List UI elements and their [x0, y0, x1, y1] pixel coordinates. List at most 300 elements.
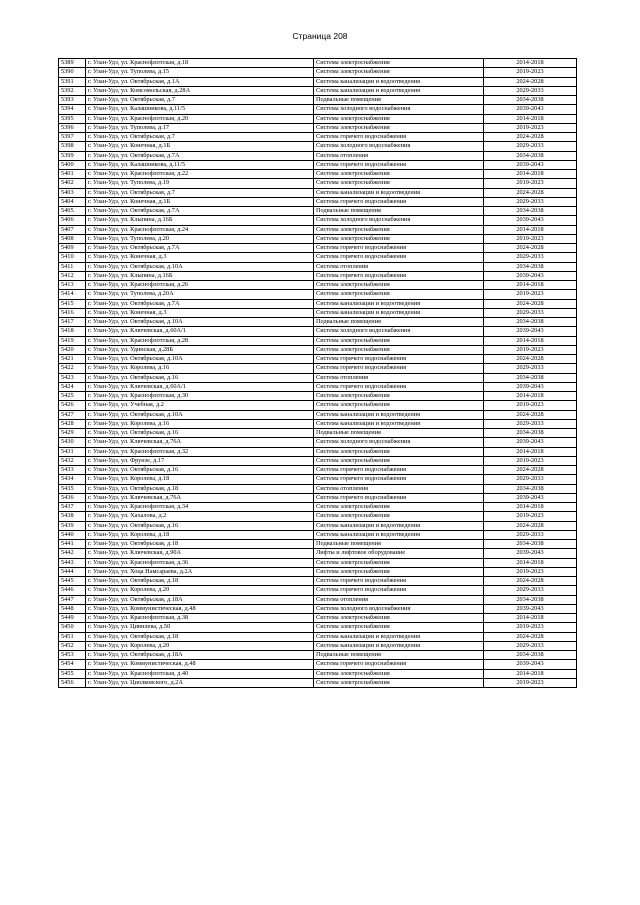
- row-number-cell: 5402: [59, 179, 86, 188]
- period-cell: 2024-2028: [484, 299, 577, 308]
- table-row: [59, 632, 577, 641]
- address-cell: г. Улан-Удэ, ул. Краснофлотская, д.32: [86, 447, 314, 456]
- table-row: [59, 142, 577, 151]
- system-cell: Система электроснабжения: [314, 234, 484, 243]
- address-cell: г. Улан-Удэ, ул. Октябрьская, д.18А: [86, 651, 314, 660]
- row-number-cell: 5453: [59, 651, 86, 660]
- table-row: [59, 401, 577, 410]
- row-number-cell: 5399: [59, 151, 86, 160]
- period-cell: 2014-2018: [484, 336, 577, 345]
- system-cell: Система отопления: [314, 484, 484, 493]
- address-cell: г. Улан-Удэ, ул. Туполева, д.17: [86, 123, 314, 132]
- table-row: [59, 86, 577, 95]
- address-cell: г. Улан-Удэ, ул. Королева, д.16: [86, 364, 314, 373]
- address-cell: г. Улан-Удэ, ул. Краснофлотская, д.20: [86, 114, 314, 123]
- table-row: [59, 77, 577, 86]
- period-cell: 2034-2038: [484, 151, 577, 160]
- system-cell: Система электроснабжения: [314, 558, 484, 567]
- row-number-cell: 5424: [59, 382, 86, 391]
- system-cell: Подвальные помещения: [314, 429, 484, 438]
- period-cell: 2029-2033: [484, 586, 577, 595]
- row-number-cell: 5414: [59, 290, 86, 299]
- system-cell: Система горячего водоснабжения: [314, 253, 484, 262]
- period-cell: 2024-2028: [484, 133, 577, 142]
- system-cell: Система холодного водоснабжения: [314, 105, 484, 114]
- row-number-cell: 5404: [59, 197, 86, 206]
- system-cell: Подвальные помещения: [314, 96, 484, 105]
- period-cell: 2039-2043: [484, 105, 577, 114]
- address-cell: г. Улан-Удэ, ул. Октябрьская, д.18А: [86, 595, 314, 604]
- period-cell: 2024-2028: [484, 244, 577, 253]
- row-number-cell: 5401: [59, 170, 86, 179]
- table-row: [59, 225, 577, 234]
- system-cell: Система отопления: [314, 373, 484, 382]
- address-cell: г. Улан-Удэ, ул. Клыпина, д.16Б: [86, 271, 314, 280]
- row-number-cell: 5395: [59, 114, 86, 123]
- row-number-cell: 5429: [59, 429, 86, 438]
- row-number-cell: 5417: [59, 318, 86, 327]
- system-cell: Система горячего водоснабжения: [314, 466, 484, 475]
- period-cell: 2019-2023: [484, 512, 577, 521]
- row-number-cell: 5419: [59, 336, 86, 345]
- table-row: [59, 410, 577, 419]
- address-cell: г. Улан-Удэ, ул. Краснофлотская, д.18: [86, 59, 314, 68]
- address-cell: г. Улан-Удэ, ул. Краснофлотская, д.26: [86, 281, 314, 290]
- row-number-cell: 5455: [59, 669, 86, 678]
- system-cell: Лифты и лифтовое оборудование: [314, 549, 484, 558]
- system-cell: Система холодного водоснабжения: [314, 438, 484, 447]
- table-row: [59, 641, 577, 650]
- address-cell: г. Улан-Удэ, ул. Калашникова, д.11/5: [86, 105, 314, 114]
- system-cell: Система электроснабжения: [314, 68, 484, 77]
- system-cell: Система холодного водоснабжения: [314, 604, 484, 613]
- registry-table-body: [59, 59, 577, 688]
- period-cell: 2019-2023: [484, 123, 577, 132]
- period-cell: 2039-2043: [484, 382, 577, 391]
- system-cell: Система канализации и водоотведения: [314, 521, 484, 530]
- system-cell: Система электроснабжения: [314, 512, 484, 521]
- system-cell: Система горячего водоснабжения: [314, 364, 484, 373]
- row-number-cell: 5447: [59, 595, 86, 604]
- registry-table: [58, 58, 577, 688]
- period-cell: 2014-2018: [484, 447, 577, 456]
- system-cell: Система горячего водоснабжения: [314, 493, 484, 502]
- address-cell: г. Улан-Удэ, ул. Краснофлотская, д.36: [86, 558, 314, 567]
- system-cell: Система горячего водоснабжения: [314, 355, 484, 364]
- table-row: [59, 299, 577, 308]
- table-row: [59, 678, 577, 687]
- system-cell: Система электроснабжения: [314, 623, 484, 632]
- row-number-cell: 5416: [59, 308, 86, 317]
- row-number-cell: 5422: [59, 364, 86, 373]
- table-row: [59, 493, 577, 502]
- table-row: [59, 419, 577, 428]
- address-cell: г. Улан-Удэ, ул. Калашникова, д.11/5: [86, 160, 314, 169]
- address-cell: г. Улан-Удэ, ул. Краснофлотская, д.28: [86, 336, 314, 345]
- table-row: [59, 392, 577, 401]
- table-row: [59, 345, 577, 354]
- system-cell: Система электроснабжения: [314, 456, 484, 465]
- row-number-cell: 5440: [59, 530, 86, 539]
- address-cell: г. Улан-Удэ, ул. Ключевская, д.76А: [86, 438, 314, 447]
- period-cell: 2019-2023: [484, 234, 577, 243]
- row-number-cell: 5393: [59, 96, 86, 105]
- page-header: Страница 208: [292, 31, 348, 41]
- system-cell: Подвальные помещения: [314, 651, 484, 660]
- table-row: [59, 614, 577, 623]
- table-row: [59, 512, 577, 521]
- row-number-cell: 5445: [59, 577, 86, 586]
- table-row: [59, 595, 577, 604]
- period-cell: 2014-2018: [484, 59, 577, 68]
- period-cell: 2019-2023: [484, 68, 577, 77]
- address-cell: г. Улан-Удэ, ул. Октябрьская, д.16: [86, 521, 314, 530]
- address-cell: г. Улан-Удэ, ул. Октябрьская, д.16: [86, 373, 314, 382]
- row-number-cell: 5444: [59, 567, 86, 576]
- table-row: [59, 96, 577, 105]
- table-row: [59, 438, 577, 447]
- period-cell: 2024-2028: [484, 466, 577, 475]
- system-cell: Система канализации и водоотведения: [314, 641, 484, 650]
- table-row: [59, 114, 577, 123]
- row-number-cell: 5407: [59, 225, 86, 234]
- period-cell: 2029-2033: [484, 364, 577, 373]
- row-number-cell: 5389: [59, 59, 86, 68]
- row-number-cell: 5408: [59, 234, 86, 243]
- table-row: [59, 105, 577, 114]
- table-row: [59, 151, 577, 160]
- table-row: [59, 179, 577, 188]
- period-cell: 2019-2023: [484, 345, 577, 354]
- period-cell: 2014-2018: [484, 225, 577, 234]
- address-cell: г. Улан-Удэ, ул. Краснофлотская, д.30: [86, 392, 314, 401]
- system-cell: Система горячего водоснабжения: [314, 133, 484, 142]
- system-cell: Система горячего водоснабжения: [314, 475, 484, 484]
- period-cell: 2024-2028: [484, 188, 577, 197]
- system-cell: Система электроснабжения: [314, 567, 484, 576]
- period-cell: 2034-2038: [484, 262, 577, 271]
- row-number-cell: 5394: [59, 105, 86, 114]
- address-cell: г. Улан-Удэ, ул. Туполева, д.20А: [86, 290, 314, 299]
- table-row: [59, 466, 577, 475]
- table-row: [59, 586, 577, 595]
- row-number-cell: 5398: [59, 142, 86, 151]
- period-cell: 2034-2038: [484, 207, 577, 216]
- period-cell: 2034-2038: [484, 595, 577, 604]
- row-number-cell: 5396: [59, 123, 86, 132]
- address-cell: г. Улан-Удэ, ул. Октябрьская, д.1А: [86, 77, 314, 86]
- row-number-cell: 5413: [59, 281, 86, 290]
- row-number-cell: 5410: [59, 253, 86, 262]
- system-cell: Система электроснабжения: [314, 114, 484, 123]
- system-cell: Система горячего водоснабжения: [314, 197, 484, 206]
- address-cell: г. Улан-Удэ, ул. Королева, д.16: [86, 419, 314, 428]
- row-number-cell: 5433: [59, 466, 86, 475]
- row-number-cell: 5405: [59, 207, 86, 216]
- address-cell: г. Улан-Удэ, ул. Краснофлотская, д.40: [86, 669, 314, 678]
- table-row: [59, 271, 577, 280]
- address-cell: г. Улан-Удэ, ул. Ключевская, д.60А/1: [86, 382, 314, 391]
- address-cell: г. Улан-Удэ, ул. Хахалова, д.2: [86, 512, 314, 521]
- table-row: [59, 59, 577, 68]
- row-number-cell: 5450: [59, 623, 86, 632]
- address-cell: г. Улан-Удэ, ул. Королева, д.20: [86, 586, 314, 595]
- period-cell: 2029-2033: [484, 197, 577, 206]
- address-cell: г. Улан-Удэ, ул. Октябрьская, д.7А: [86, 207, 314, 216]
- address-cell: г. Улан-Удэ, ул. Октябрьская, д.18: [86, 540, 314, 549]
- period-cell: 2029-2033: [484, 308, 577, 317]
- address-cell: г. Улан-Удэ, ул. Хоца Намсараева, д.2А: [86, 567, 314, 576]
- table-row: [59, 577, 577, 586]
- system-cell: Система горячего водоснабжения: [314, 577, 484, 586]
- period-cell: 2029-2033: [484, 530, 577, 539]
- address-cell: г. Улан-Удэ, ул. Краснофлотская, д.22: [86, 170, 314, 179]
- table-row: [59, 253, 577, 262]
- row-number-cell: 5449: [59, 614, 86, 623]
- period-cell: 2034-2038: [484, 429, 577, 438]
- address-cell: г. Улан-Удэ, ул. Туполева, д.20: [86, 234, 314, 243]
- address-cell: г. Улан-Удэ, ул. Октябрьская, д.7А: [86, 299, 314, 308]
- period-cell: 2019-2023: [484, 456, 577, 465]
- address-cell: г. Улан-Удэ, ул. Туполева, д.15: [86, 68, 314, 77]
- address-cell: г. Улан-Удэ, ул. Октябрьская, д.7: [86, 188, 314, 197]
- table-row: [59, 475, 577, 484]
- table-row: [59, 336, 577, 345]
- address-cell: г. Улан-Удэ, ул. Цивилева, д.50: [86, 623, 314, 632]
- row-number-cell: 5434: [59, 475, 86, 484]
- period-cell: 2039-2043: [484, 327, 577, 336]
- row-number-cell: 5411: [59, 262, 86, 271]
- table-row: [59, 188, 577, 197]
- address-cell: г. Улан-Удэ, ул. Королева, д.18: [86, 530, 314, 539]
- period-cell: 2014-2018: [484, 558, 577, 567]
- address-cell: г. Улан-Удэ, ул. Конечная, д.3: [86, 308, 314, 317]
- system-cell: Система электроснабжения: [314, 170, 484, 179]
- system-cell: Система канализации и водоотведения: [314, 530, 484, 539]
- row-number-cell: 5426: [59, 401, 86, 410]
- period-cell: 2024-2028: [484, 632, 577, 641]
- table-row: [59, 429, 577, 438]
- period-cell: 2034-2038: [484, 484, 577, 493]
- table-row: [59, 216, 577, 225]
- address-cell: г. Улан-Удэ, ул. Октябрьская, д.10А: [86, 318, 314, 327]
- table-row: [59, 290, 577, 299]
- address-cell: г. Улан-Удэ, ул. Краснофлотская, д.34: [86, 503, 314, 512]
- period-cell: 2039-2043: [484, 216, 577, 225]
- table-row: [59, 197, 577, 206]
- system-cell: Система отопления: [314, 595, 484, 604]
- row-number-cell: 5409: [59, 244, 86, 253]
- period-cell: 2029-2033: [484, 641, 577, 650]
- address-cell: г. Улан-Удэ, ул. Королева, д.20: [86, 641, 314, 650]
- period-cell: 2014-2018: [484, 503, 577, 512]
- row-number-cell: 5448: [59, 604, 86, 613]
- row-number-cell: 5436: [59, 493, 86, 502]
- row-number-cell: 5420: [59, 345, 86, 354]
- system-cell: Система электроснабжения: [314, 669, 484, 678]
- address-cell: г. Улан-Удэ, ул. Циолковского, д.2А: [86, 678, 314, 687]
- period-cell: 2034-2038: [484, 651, 577, 660]
- row-number-cell: 5418: [59, 327, 86, 336]
- table-row: [59, 133, 577, 142]
- period-cell: 2029-2033: [484, 253, 577, 262]
- row-number-cell: 5392: [59, 86, 86, 95]
- period-cell: 2029-2033: [484, 86, 577, 95]
- period-cell: 2039-2043: [484, 660, 577, 669]
- period-cell: 2024-2028: [484, 521, 577, 530]
- system-cell: Система холодного водоснабжения: [314, 216, 484, 225]
- system-cell: Система отопления: [314, 262, 484, 271]
- period-cell: 2019-2023: [484, 623, 577, 632]
- system-cell: Система канализации и водоотведения: [314, 86, 484, 95]
- period-cell: 2034-2038: [484, 373, 577, 382]
- period-cell: 2019-2023: [484, 290, 577, 299]
- period-cell: 2039-2043: [484, 438, 577, 447]
- system-cell: Система электроснабжения: [314, 59, 484, 68]
- table-row: [59, 160, 577, 169]
- table-row: [59, 244, 577, 253]
- row-number-cell: 5430: [59, 438, 86, 447]
- row-number-cell: 5412: [59, 271, 86, 280]
- table-row: [59, 623, 577, 632]
- period-cell: 2014-2018: [484, 392, 577, 401]
- table-row: [59, 651, 577, 660]
- row-number-cell: 5391: [59, 77, 86, 86]
- table-row: [59, 530, 577, 539]
- address-cell: г. Улан-Удэ, ул. Октябрьская, д.7: [86, 96, 314, 105]
- system-cell: Система горячего водоснабжения: [314, 660, 484, 669]
- row-number-cell: 5427: [59, 410, 86, 419]
- address-cell: г. Улан-Удэ, ул. Конечная, д.1Б: [86, 197, 314, 206]
- system-cell: Система канализации и водоотведения: [314, 299, 484, 308]
- address-cell: г. Улан-Удэ, ул. Ключевская, д.60А/1: [86, 327, 314, 336]
- system-cell: Система электроснабжения: [314, 401, 484, 410]
- period-cell: 2039-2043: [484, 271, 577, 280]
- table-row: [59, 355, 577, 364]
- row-number-cell: 5431: [59, 447, 86, 456]
- address-cell: г. Улан-Удэ, ул. Клыпина, д.16Б: [86, 216, 314, 225]
- address-cell: г. Улан-Удэ, ул. Фрунзе, д.17: [86, 456, 314, 465]
- period-cell: 2024-2028: [484, 77, 577, 86]
- system-cell: Система отопления: [314, 151, 484, 160]
- system-cell: Система канализации и водоотведения: [314, 77, 484, 86]
- table-row: [59, 262, 577, 271]
- row-number-cell: 5442: [59, 549, 86, 558]
- row-number-cell: 5403: [59, 188, 86, 197]
- address-cell: г. Улан-Удэ, ул. Туполева, д.19: [86, 179, 314, 188]
- system-cell: Система электроснабжения: [314, 345, 484, 354]
- period-cell: 2024-2028: [484, 577, 577, 586]
- system-cell: Система электроснабжения: [314, 281, 484, 290]
- system-cell: Система канализации и водоотведения: [314, 632, 484, 641]
- table-row: [59, 456, 577, 465]
- period-cell: 2034-2038: [484, 96, 577, 105]
- address-cell: г. Улан-Удэ, ул. Октябрьская, д.10А: [86, 355, 314, 364]
- table-row: [59, 207, 577, 216]
- address-cell: г. Улан-Удэ, ул. Октябрьская, д.18: [86, 577, 314, 586]
- row-number-cell: 5446: [59, 586, 86, 595]
- row-number-cell: 5435: [59, 484, 86, 493]
- table-row: [59, 447, 577, 456]
- system-cell: Система электроснабжения: [314, 336, 484, 345]
- row-number-cell: 5452: [59, 641, 86, 650]
- address-cell: г. Улан-Удэ, ул. Ключевская, д.76А: [86, 493, 314, 502]
- table-row: [59, 170, 577, 179]
- table-row: [59, 604, 577, 613]
- row-number-cell: 5428: [59, 419, 86, 428]
- row-number-cell: 5423: [59, 373, 86, 382]
- table-row: [59, 318, 577, 327]
- system-cell: Система электроснабжения: [314, 123, 484, 132]
- system-cell: Система электроснабжения: [314, 392, 484, 401]
- table-row: [59, 364, 577, 373]
- row-number-cell: 5438: [59, 512, 86, 521]
- row-number-cell: 5456: [59, 678, 86, 687]
- table-row: [59, 660, 577, 669]
- period-cell: 2014-2018: [484, 114, 577, 123]
- address-cell: г. Улан-Удэ, ул. Ключевская, д.90А: [86, 549, 314, 558]
- period-cell: 2014-2018: [484, 669, 577, 678]
- table-row: [59, 521, 577, 530]
- table-row: [59, 123, 577, 132]
- address-cell: г. Улан-Удэ, ул. Краснофлотская, д.24: [86, 225, 314, 234]
- system-cell: Подвальные помещения: [314, 207, 484, 216]
- address-cell: г. Улан-Удэ, ул. Октябрьская, д.7А: [86, 151, 314, 160]
- row-number-cell: 5397: [59, 133, 86, 142]
- table-row: [59, 503, 577, 512]
- table-row: [59, 382, 577, 391]
- address-cell: г. Улан-Удэ, ул. Королева, д.18: [86, 475, 314, 484]
- period-cell: 2029-2033: [484, 419, 577, 428]
- row-number-cell: 5406: [59, 216, 86, 225]
- address-cell: г. Улан-Удэ, ул. Учебная, д.2: [86, 401, 314, 410]
- table-row: [59, 484, 577, 493]
- period-cell: 2014-2018: [484, 170, 577, 179]
- system-cell: Система горячего водоснабжения: [314, 160, 484, 169]
- system-cell: Система горячего водоснабжения: [314, 586, 484, 595]
- row-number-cell: 5441: [59, 540, 86, 549]
- address-cell: г. Улан-Удэ, ул. Конечная, д.3: [86, 253, 314, 262]
- system-cell: Система электроснабжения: [314, 614, 484, 623]
- period-cell: 2039-2043: [484, 493, 577, 502]
- address-cell: г. Улан-Удэ, ул. Коммунистическая, д.48: [86, 660, 314, 669]
- row-number-cell: 5390: [59, 68, 86, 77]
- system-cell: Система канализации и водоотведения: [314, 188, 484, 197]
- system-cell: Система электроснабжения: [314, 225, 484, 234]
- row-number-cell: 5432: [59, 456, 86, 465]
- table-row: [59, 308, 577, 317]
- period-cell: 2019-2023: [484, 678, 577, 687]
- period-cell: 2024-2028: [484, 355, 577, 364]
- table-row: [59, 373, 577, 382]
- row-number-cell: 5451: [59, 632, 86, 641]
- table-row: [59, 234, 577, 243]
- period-cell: 2039-2043: [484, 160, 577, 169]
- table-row: [59, 327, 577, 336]
- address-cell: г. Улан-Удэ, ул. Краснофлотская, д.38: [86, 614, 314, 623]
- system-cell: Система холодного водоснабжения: [314, 142, 484, 151]
- system-cell: Система электроснабжения: [314, 447, 484, 456]
- period-cell: 2034-2038: [484, 540, 577, 549]
- table-row: [59, 540, 577, 549]
- table-row: [59, 281, 577, 290]
- system-cell: Система холодного водоснабжения: [314, 327, 484, 336]
- period-cell: 2019-2023: [484, 401, 577, 410]
- row-number-cell: 5439: [59, 521, 86, 530]
- system-cell: Подвальные помещения: [314, 540, 484, 549]
- system-cell: Система горячего водоснабжения: [314, 271, 484, 280]
- row-number-cell: 5437: [59, 503, 86, 512]
